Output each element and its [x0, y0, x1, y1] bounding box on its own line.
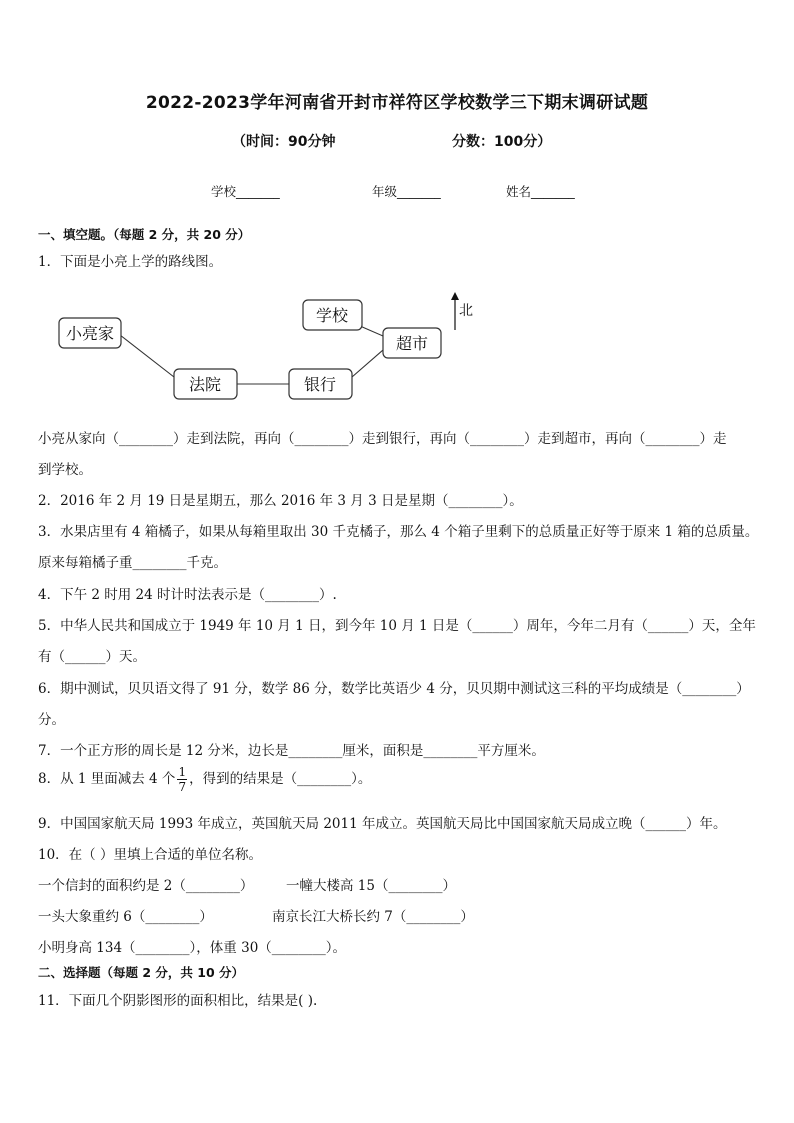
fraction-numerator: 1 — [178, 765, 187, 779]
page-title: 2022-2023学年河南省开封市祥符区学校数学三下期末调研试题 — [145, 93, 649, 113]
question-5-line1: 5．中华人民共和国成立于 1949 年 10 月 1 日，到今年 10 月 1 日是（______）周年，今年二月有（______）天，全年 — [38, 618, 756, 634]
question-10-item-envelope: 一个信封的面积约是 2（________） — [38, 878, 254, 894]
school-label: 学校 — [315, 306, 349, 325]
route-map — [55, 290, 485, 410]
question-10-item-elephant: 一头大象重约 6（________） — [38, 909, 213, 925]
market-label: 超市 — [395, 334, 429, 353]
home-node — [59, 318, 121, 348]
school-node — [303, 300, 362, 330]
question-10-item-building: 一幢大楼高 15（________） — [286, 878, 456, 894]
question-2: 2．2016 年 2 月 19 日是星期五，那么 2016 年 3 月 3 日是星期（________）。 — [38, 493, 523, 509]
question-6-line2: 分。 — [38, 712, 65, 728]
question-10: 10．在（ ）里填上合适的单位名称。 — [38, 847, 262, 863]
fraction-denominator: 7 — [178, 780, 187, 794]
exam-score: 分数：100分） — [452, 134, 552, 150]
court-node — [174, 369, 237, 399]
question-8-suffix: ，得到的结果是（________）。 — [189, 771, 372, 787]
bank-node — [289, 369, 352, 399]
name-field: 姓名_______ — [506, 184, 575, 199]
market-node — [383, 328, 441, 358]
section2-heading: 二、选择题（每题 2 分，共 10 分） — [38, 965, 245, 980]
north-arrow — [451, 292, 473, 330]
question-1-answer-line2: 到学校。 — [38, 462, 92, 478]
fraction-one-seventh — [177, 766, 187, 793]
bank-label: 银行 — [303, 375, 337, 394]
question-7: 7．一个正方形的周长是 12 分米，边长是________厘米，面积是________平方厘米。 — [38, 743, 545, 759]
question-11: 11．下面几个阴影图形的面积相比，结果是( ). — [38, 993, 318, 1009]
court-label: 法院 — [188, 375, 222, 394]
question-4: 4．下午 2 时用 24 时计时法表示是（________）. — [38, 587, 337, 603]
question-3-line1: 3．水果店里有 4 箱橘子，如果从每箱里取出 30 千克橘子，那么 4 个箱子里剩下的总质量正好等于原来 1 箱的总质量。 — [38, 524, 759, 540]
north-label: 北 — [459, 303, 473, 319]
question-5-line2: 有（______）天。 — [38, 649, 146, 665]
section1-heading: 一、填空题。（每题 2 分，共 20 分） — [38, 227, 251, 242]
question-3-line2: 原来每箱橘子重________千克。 — [38, 555, 227, 571]
school-field: 学校_______ — [211, 184, 280, 199]
question-10-item-bridge: 南京长江大桥长约 7（________） — [272, 909, 474, 925]
home-label: 小亮家 — [65, 324, 115, 343]
exam-time: （时间：90分钟 — [232, 134, 336, 150]
question-8 — [38, 766, 371, 793]
grade-field: 年级_______ — [372, 184, 441, 199]
question-1-answer-line1: 小亮从家向（________）走到法院，再向（________）走到银行，再向（________）走到超市，再向（________）走 — [38, 431, 727, 447]
question-8-prefix: 8．从 1 里面减去 4 个 — [38, 771, 176, 787]
question-10-item-xiaoming: 小明身高 134（________），体重 30（________）。 — [38, 940, 347, 956]
question-9: 9．中国国家航天局 1993 年成立，英国航天局 2011 年成立。英国航天局比中国国家航天局成立晚（______）年。 — [38, 816, 727, 832]
question-6-line1: 6．期中测试，贝贝语文得了 91 分，数学 86 分，数学比英语少 4 分，贝贝期中测试这三科的平均成绩是（________） — [38, 681, 750, 697]
question-1: 1．下面是小亮上学的路线图。 — [38, 254, 223, 270]
